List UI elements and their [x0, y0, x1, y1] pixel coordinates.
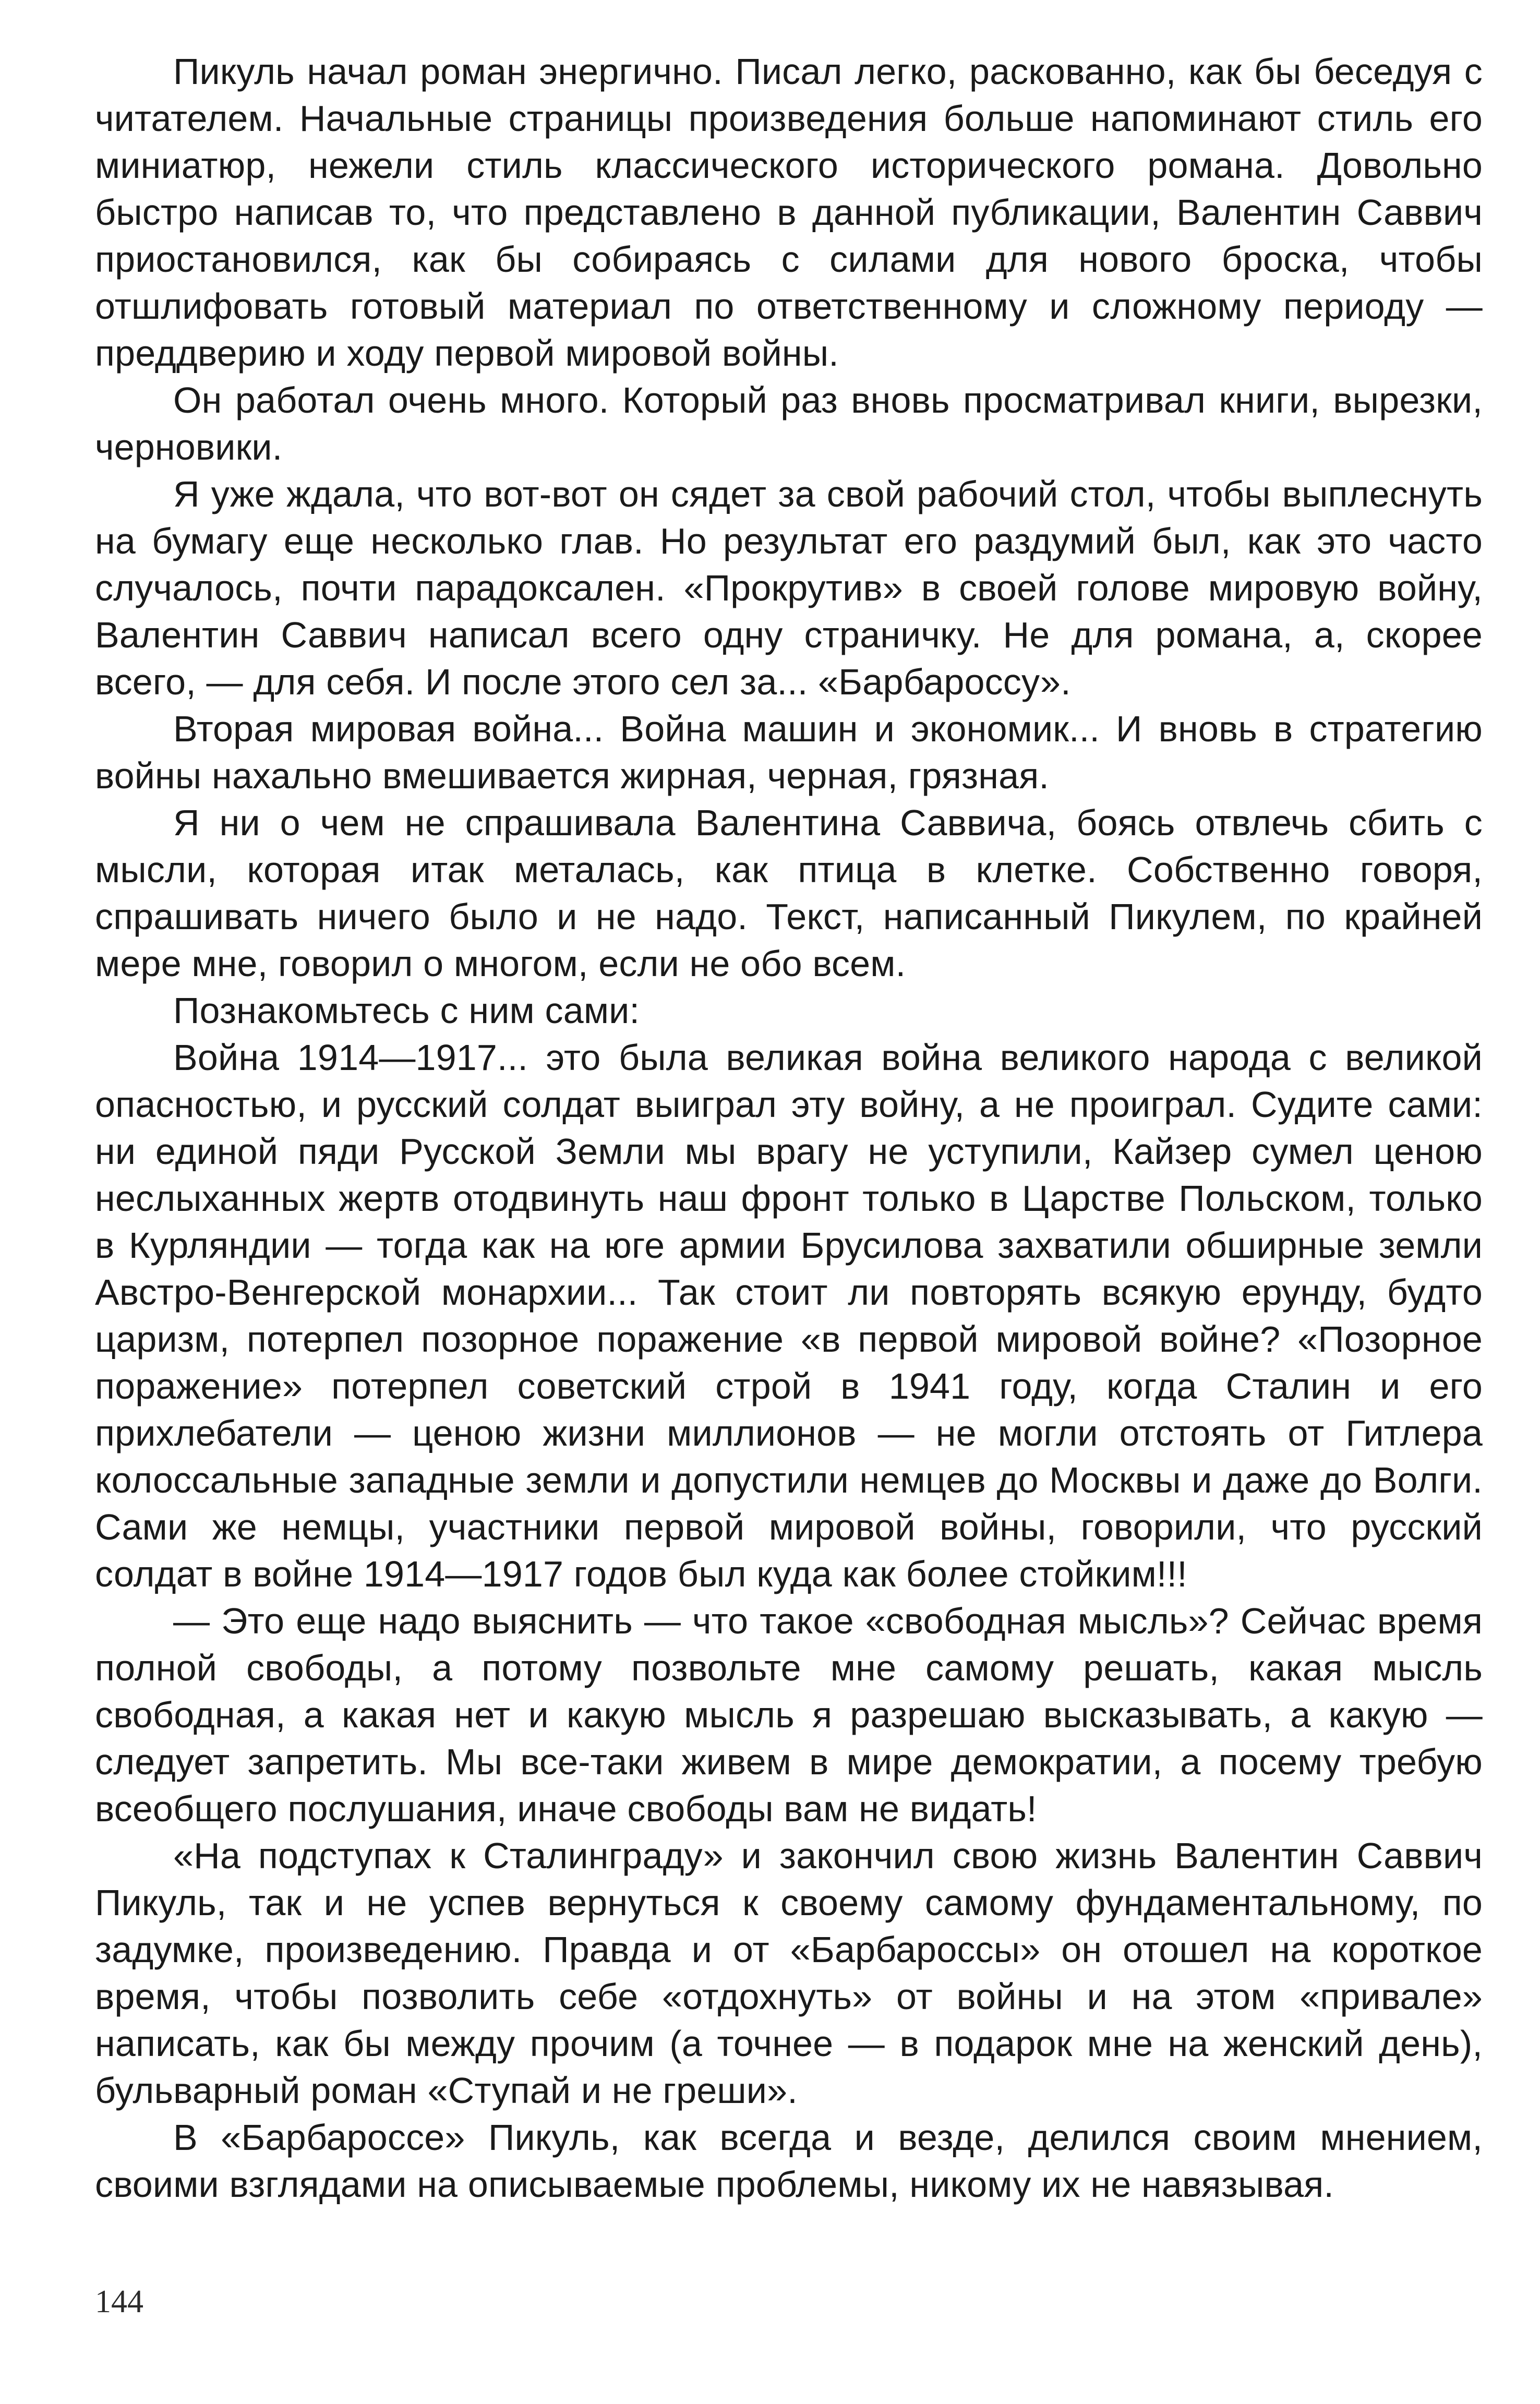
body-text	[95, 48, 1483, 2208]
paragraph-8: — Это еще надо выяснить — что такое «свободная мысль»? Сейчас время полной свободы, а потому позвольте мне самому решать, какая мысль свободная, а какая нет и какую мысль я разрешаю высказывать, а какую — следует запретить. Мы все-таки живем в мире демократии, а посему требую всеобщего послушания, иначе свободы вам не видать!	[95, 1601, 1483, 1829]
paragraph-10: В «Барбароссе» Пикуль, как всегда и везде, делился своим мнением, своими взглядами на описываемые проблемы, никому их не навязывая.	[95, 2117, 1483, 2205]
paragraph-2: Он работал очень много. Который раз вновь просматривал книги, вырезки, черновики.	[95, 380, 1483, 467]
paragraph-6: Познакомьтесь с ним сами:	[173, 990, 640, 1031]
paragraph-7: Война 1914—1917... это была великая война великого народа с великой опасностью, и русский солдат выиграл эту войну, а не проиграл. Судите сами: ни единой пяди Русской Земли мы врагу не уступили, Кайзер сумел ценою неслыханных жертв отодвинуть наш фронт только в Царстве Польском, только в Курляндии — тогда как на юге армии Брусилова захватили обширные земли Австро-Венгерской монархии... Так стоит ли повторять всякую ерунду, будто царизм, потерпел позорное поражение «в первой мировой войне? «Позорное поражение» потерпел советский строй в 1941 году, когда Сталин и его прихлебатели — ценою жизни миллионов — не могли отстоять от Гитлера колоссальные западные земли и допустили немцев до Москвы и даже до Волги. Сами же немцы, участники первой мировой войны, говорили, что русский солдат в войне 1914—1917 годов был куда как более стойким!!!	[95, 1037, 1483, 1594]
paragraph-5: Я ни о чем не спрашивала Валентина Саввича, боясь отвлечь сбить с мысли, которая итак металась, как птица в клетке. Собственно говоря, спрашивать ничего было и не надо. Текст, написанный Пикулем, по крайней мере мне, говорил о многом, если не обо всем.	[95, 802, 1483, 984]
paragraph-3: Я уже ждала, что вот-вот он сядет за свой рабочий стол, чтобы выплеснуть на бумагу еще несколько глав. Но результат его раздумий был, как это часто случалось, почти парадоксален. «Прокрутив» в своей голове мировую войну, Валентин Саввич написал всего одну страничку. Не для романа, а, скорее всего, — для себя. И после этого сел за... «Барбароссу».	[95, 474, 1483, 702]
paragraph-1: Пикуль начал роман энергично. Писал легко, раскованно, как бы беседуя с читателем. Начальные страницы произведения больше напоминают стиль его миниатюр, нежели стиль классического исторического романа. Довольно быстро написав то, что представлено в данной публикации, Валентин Саввич приостановился, как бы собираясь с силами для нового броска, чтобы отшлифовать готовый материал по ответственному и сложному периоду — преддверию и ходу первой мировой войны.	[95, 51, 1483, 374]
paragraph-4: Вторая мировая война... Война машин и экономик... И вновь в стратегию войны нахально вмешивается жирная, черная, грязная.	[95, 708, 1483, 796]
paragraph-9: «На подступах к Сталинграду» и закончил свою жизнь Валентин Саввич Пикуль, так и не успев вернуться к своему самому фундаментальному, по задумке, произведению. Правда и от «Барбароссы» он отошел на короткое время, чтобы позволить себе «отдохнуть» от войны и на этом «привале» написать, как бы между прочим (а точнее — в подарок мне на женский день), бульварный роман «Ступай и не греши».	[95, 1835, 1483, 2111]
page-number: 144	[95, 2284, 143, 2319]
